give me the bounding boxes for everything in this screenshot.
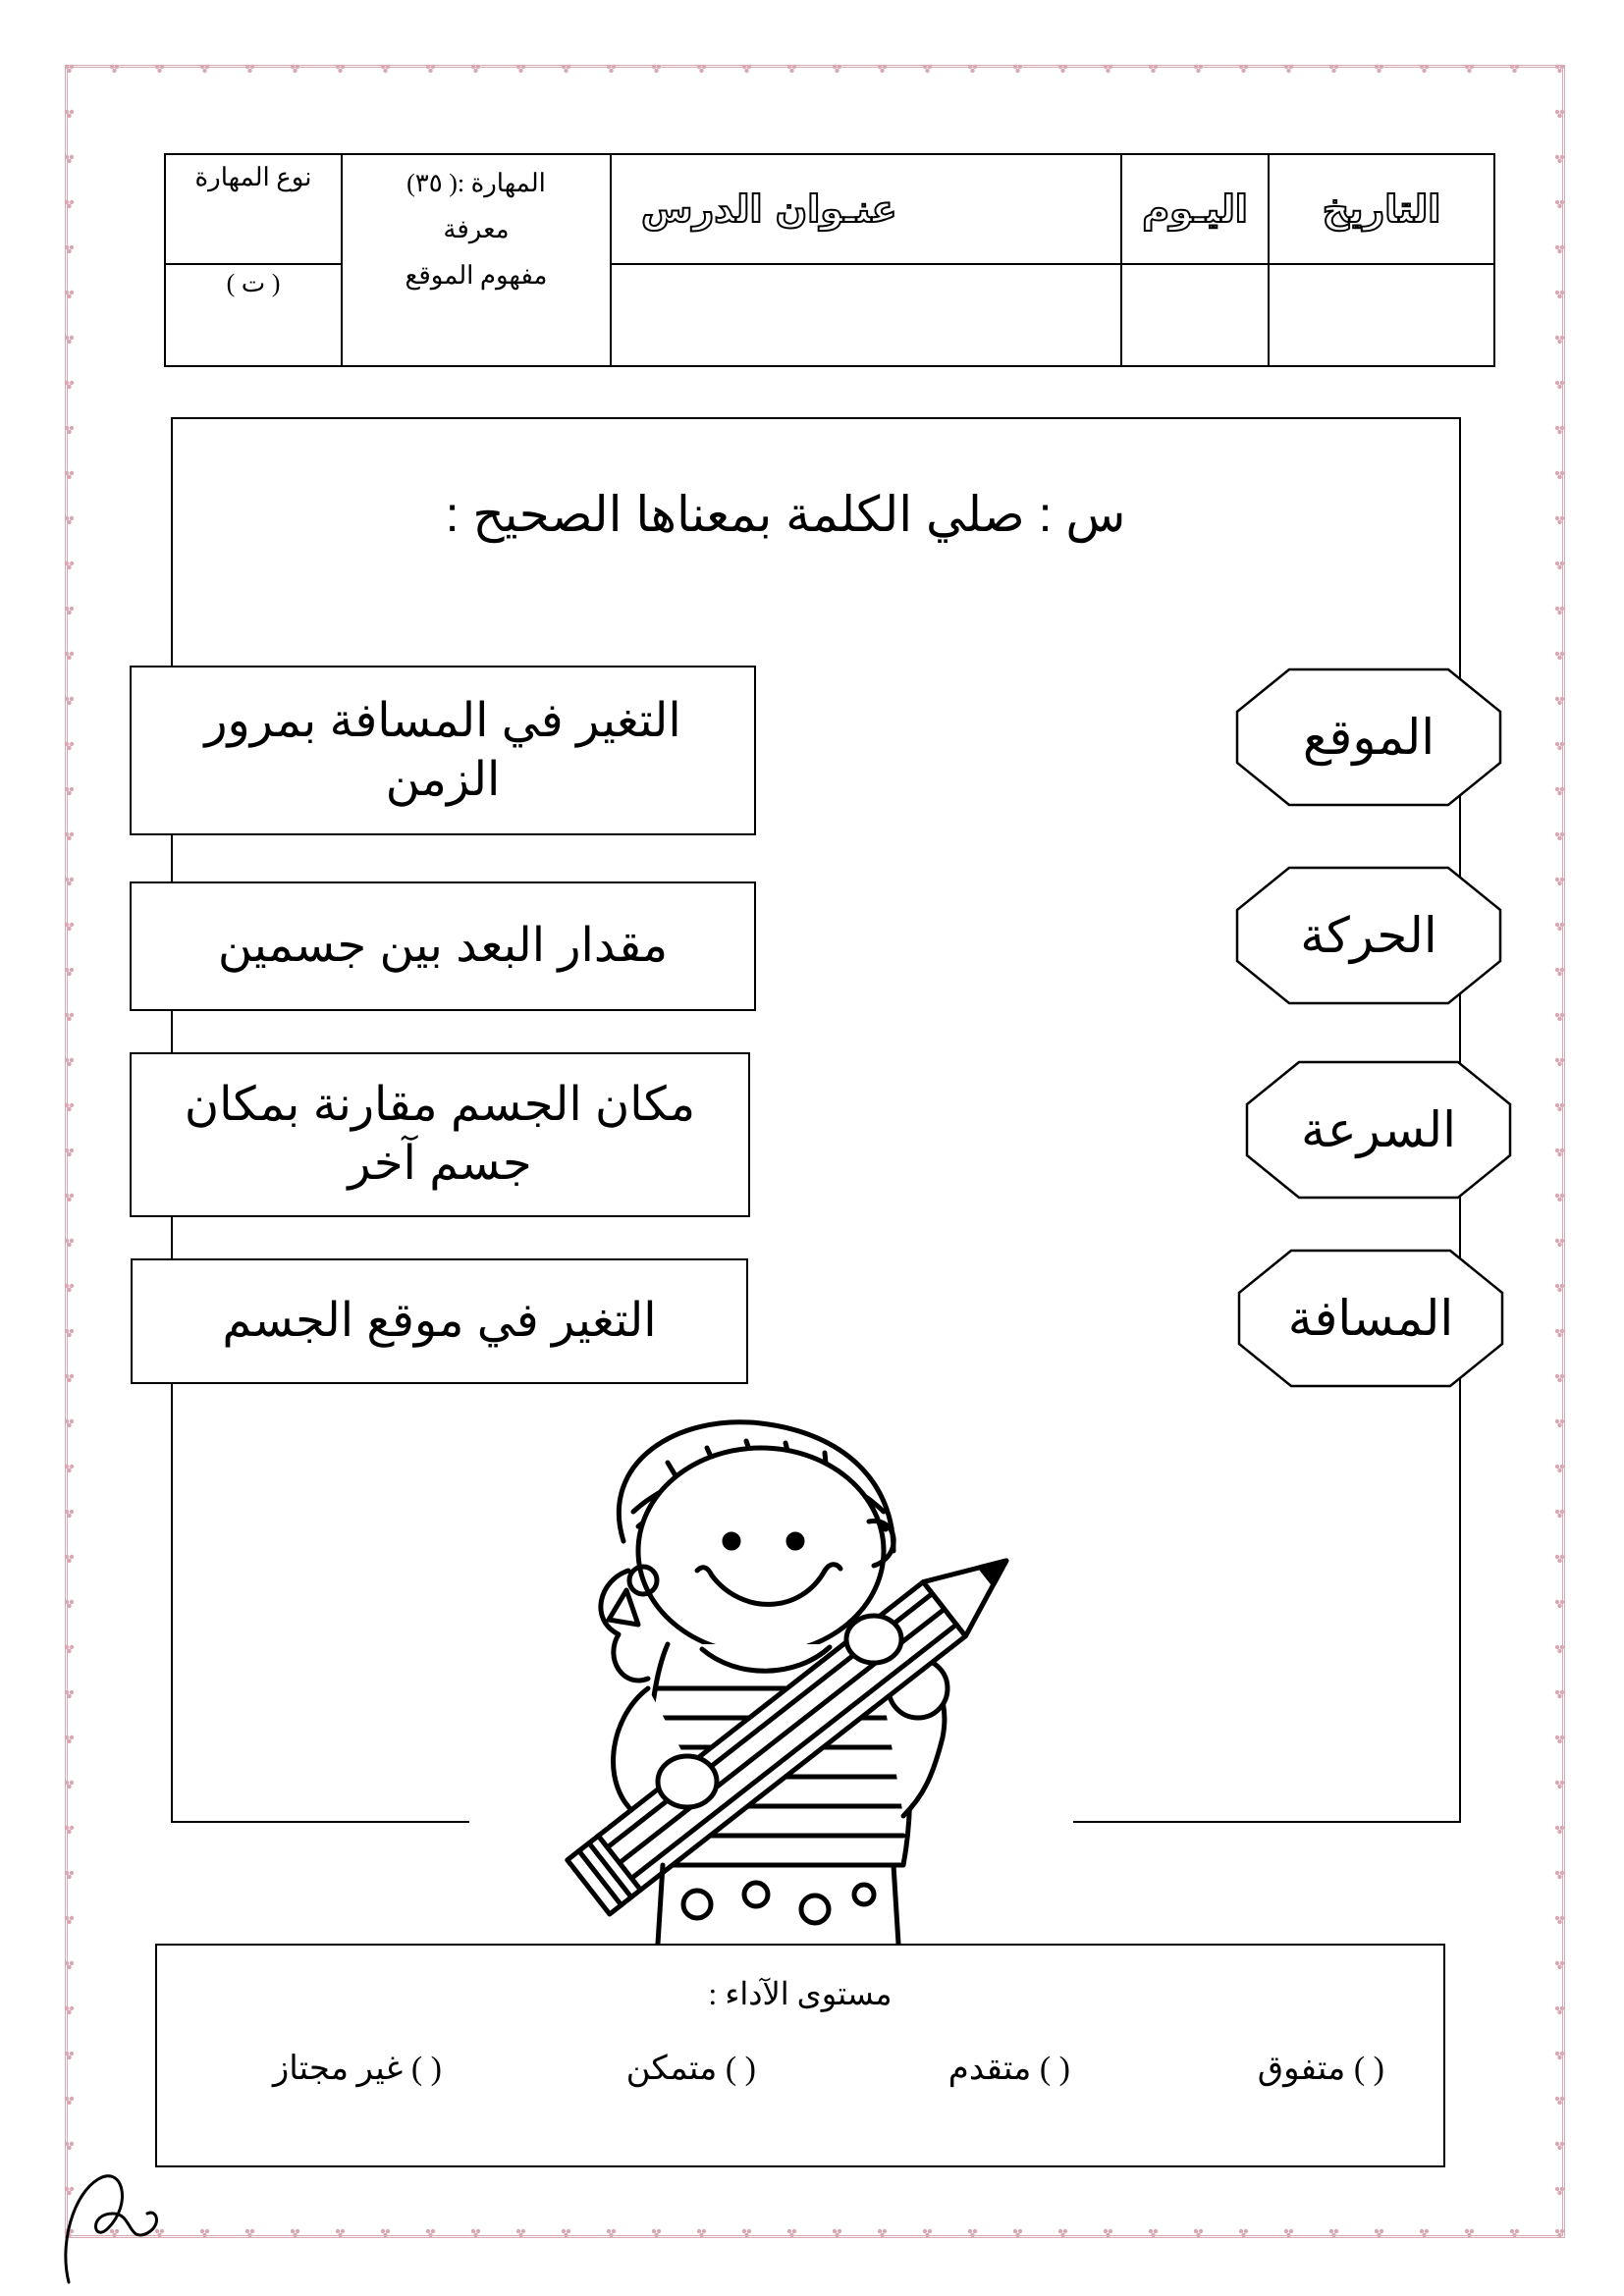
- border-flower-dot: [1555, 787, 1564, 795]
- border-flower-dot: [65, 1148, 74, 1156]
- border-flower-dot: [1555, 1148, 1564, 1156]
- border-flower-dot: [1555, 2142, 1564, 2150]
- border-flower-dot: [65, 832, 74, 840]
- border-flower-dot: [1058, 65, 1067, 73]
- border-flower-dot: [1555, 2006, 1564, 2014]
- day-field[interactable]: [1121, 264, 1269, 366]
- skill-category: معرفة: [443, 214, 510, 243]
- border-flower-dot: [1555, 968, 1564, 976]
- border-flower-dot: [65, 65, 74, 73]
- border-flower-dot: [1284, 2229, 1293, 2237]
- term-octagon-1[interactable]: [1235, 667, 1502, 807]
- border-flower-dot: [1555, 1871, 1564, 1879]
- border-flower-dot: [1555, 1600, 1564, 1608]
- border-flower-dot: [65, 878, 74, 885]
- border-flower-dot: [65, 787, 74, 795]
- term-text-1: الموقع: [1302, 710, 1435, 765]
- definition-text-1: التغير في المسافة بمرور الزمن: [204, 694, 681, 806]
- border-flower-dot: [65, 1735, 74, 1743]
- border-flower-dot: [65, 1690, 74, 1698]
- day-label: اليـوم: [1142, 187, 1248, 231]
- border-flower-dot: [1104, 65, 1112, 73]
- border-flower-dot: [562, 2229, 570, 2237]
- border-flower-dot: [1555, 878, 1564, 885]
- border-flower-dot: [1555, 1013, 1564, 1021]
- border-flower-dot: [65, 1058, 74, 1066]
- border-flower-dot: [1555, 245, 1564, 253]
- border-flower-dot: [1555, 2229, 1564, 2237]
- border-flower-dot: [562, 65, 570, 73]
- border-flower-dot: [787, 65, 796, 73]
- border-flower-dot: [65, 923, 74, 931]
- border-flower-dot: [833, 65, 841, 73]
- lesson-header-cell: [611, 154, 1121, 264]
- skill-type-value: ( ت ): [226, 269, 281, 297]
- skill-type-header-cell: [165, 154, 342, 264]
- border-flower-dot: [336, 2229, 345, 2237]
- border-flower-dot: [1555, 65, 1564, 73]
- border-flower-dot: [336, 65, 345, 73]
- border-flower-dot: [65, 1645, 74, 1653]
- border-flower-dot: [1239, 65, 1248, 73]
- border-flower-dot: [1375, 2229, 1383, 2237]
- border-flower-dot: [1420, 65, 1429, 73]
- border-flower-dot: [65, 381, 74, 389]
- border-flower-dot: [1555, 291, 1564, 298]
- day-header-cell: [1121, 154, 1269, 264]
- border-flower-dot: [742, 65, 751, 73]
- performance-title: مستوى الآداء :: [708, 1976, 893, 2011]
- border-flower-dot: [291, 65, 299, 73]
- border-flower-dot: [652, 65, 661, 73]
- border-flower-dot: [1510, 65, 1519, 73]
- border-flower-dot: [1555, 110, 1564, 118]
- border-flower-dot: [65, 1826, 74, 1834]
- border-flower-dot: [1555, 516, 1564, 524]
- border-flower-dot: [1555, 471, 1564, 479]
- performance-box: [155, 1944, 1445, 2167]
- border-flower-dot: [65, 1555, 74, 1563]
- border-flower-dot: [65, 291, 74, 298]
- border-flower-dot: [516, 2229, 525, 2237]
- definition-text-4: التغير في موقع الجسم: [222, 1295, 657, 1347]
- border-flower-dot: [65, 471, 74, 479]
- term-text-4: المسافة: [1287, 1291, 1454, 1346]
- border-flower-dot: [516, 65, 525, 73]
- border-flower-dot: [607, 2229, 616, 2237]
- border-flower-dot: [65, 1781, 74, 1789]
- border-flower-dot: [426, 65, 435, 73]
- border-flower-dot: [65, 968, 74, 976]
- border-flower-dot: [65, 1239, 74, 1247]
- border-flower-dot: [65, 1013, 74, 1021]
- border-flower-dot: [1555, 1781, 1564, 1789]
- border-flower-dot: [742, 2229, 751, 2237]
- border-flower-dot: [1555, 2187, 1564, 2195]
- border-flower-dot: [1194, 2229, 1203, 2237]
- border-flower-dot: [1555, 1284, 1564, 1292]
- border-flower-dot: [65, 110, 74, 118]
- border-flower-dot: [65, 742, 74, 750]
- border-flower-dot: [878, 65, 887, 73]
- border-flower-dot: [652, 2229, 661, 2237]
- border-flower-dot: [426, 2229, 435, 2237]
- border-flower-dot: [471, 2229, 480, 2237]
- border-flower-dot: [65, 607, 74, 614]
- border-flower-dot: [291, 2229, 299, 2237]
- term-octagon-4[interactable]: [1237, 1249, 1504, 1388]
- border-flower-dot: [65, 1600, 74, 1608]
- border-flower-dot: [1555, 1058, 1564, 1066]
- border-flower-dot: [968, 65, 977, 73]
- border-flower-dot: [1555, 652, 1564, 660]
- border-flower-dot: [65, 1916, 74, 1924]
- date-field[interactable]: [1269, 264, 1494, 366]
- signature-scribble: [54, 2135, 172, 2292]
- border-flower-dot: [1329, 65, 1338, 73]
- lesson-title-label: عنـوان الدرس: [641, 187, 897, 231]
- border-flower-dot: [381, 65, 390, 73]
- border-flower-dot: [1555, 1194, 1564, 1201]
- border-flower-dot: [65, 561, 74, 569]
- header-table: [164, 153, 1495, 367]
- border-flower-dot: [1555, 1510, 1564, 1518]
- border-flower-dot: [1555, 1239, 1564, 1247]
- border-flower-dot: [65, 652, 74, 660]
- border-flower-dot: [1555, 336, 1564, 344]
- frame-bottom-left: [171, 1821, 469, 1823]
- date-header-cell: [1269, 154, 1494, 264]
- border-flower-dot: [1058, 2229, 1067, 2237]
- border-flower-dot: [1555, 1555, 1564, 1563]
- term-octagon-2[interactable]: [1235, 866, 1502, 1005]
- border-flower-dot: [1555, 2052, 1564, 2059]
- border-flower-dot: [878, 2229, 887, 2237]
- border-flower-dot: [1555, 1103, 1564, 1111]
- term-octagon-3[interactable]: [1245, 1060, 1512, 1200]
- border-flower-dot: [1555, 697, 1564, 705]
- option-not-passed[interactable]: ( ) غير مجتاز: [272, 2051, 442, 2087]
- border-flower-dot: [697, 2229, 706, 2237]
- border-flower-dot: [1555, 1916, 1564, 1924]
- border-flower-dot: [1104, 2229, 1112, 2237]
- border-flower-dot: [1555, 1690, 1564, 1698]
- border-flower-dot: [381, 2229, 390, 2237]
- border-flower-dot: [65, 2097, 74, 2105]
- border-flower-dot: [1555, 1419, 1564, 1427]
- date-label: التاريخ: [1322, 187, 1441, 231]
- border-flower-dot: [607, 65, 616, 73]
- border-flower-dot: [65, 1374, 74, 1382]
- border-flower-dot: [1555, 1961, 1564, 1969]
- border-flower-dot: [923, 2229, 932, 2237]
- border-flower-dot: [1013, 2229, 1022, 2237]
- border-flower-dot: [110, 65, 119, 73]
- skill-type-value-cell: [165, 264, 342, 366]
- border-flower-dot: [65, 2052, 74, 2059]
- border-flower-dot: [1555, 2097, 1564, 2105]
- question-text: س : صلي الكلمة بمعناها الصحيح :: [445, 487, 1126, 542]
- definition-box-3[interactable]: [130, 1052, 750, 1217]
- border-flower-dot: [1555, 832, 1564, 840]
- definition-text-2: مقدار البعد بين جسمين: [217, 920, 669, 972]
- border-flower-dot: [65, 336, 74, 344]
- border-flower-dot: [1555, 923, 1564, 931]
- border-flower-dot: [1284, 65, 1293, 73]
- term-text-3: السرعة: [1301, 1102, 1456, 1157]
- skill-cell: [342, 154, 611, 366]
- border-flower-dot: [1149, 2229, 1158, 2237]
- border-flower-dot: [1375, 65, 1383, 73]
- border-flower-dot: [65, 1284, 74, 1292]
- border-flower-dot: [471, 65, 480, 73]
- border-flower-dot: [787, 2229, 796, 2237]
- border-flower-dot: [1465, 2229, 1474, 2237]
- border-flower-dot: [65, 200, 74, 208]
- border-flower-dot: [245, 2229, 254, 2237]
- term-text-2: الحركة: [1300, 908, 1437, 963]
- lesson-title-field[interactable]: [611, 264, 1121, 366]
- border-flower-dot: [65, 1961, 74, 1969]
- border-flower-dot: [1555, 200, 1564, 208]
- border-flower-dot: [1510, 2229, 1519, 2237]
- border-flower-dot: [1013, 65, 1022, 73]
- border-flower-dot: [65, 1465, 74, 1472]
- option-proficient[interactable]: ( ) متمكن: [625, 2051, 756, 2087]
- border-flower-dot: [1465, 65, 1474, 73]
- border-flower-dot: [65, 1419, 74, 1427]
- girl-with-pencil-illustration: [530, 1394, 1080, 1953]
- border-flower-dot: [1555, 561, 1564, 569]
- border-flower-dot: [245, 65, 254, 73]
- border-flower-dot: [65, 1329, 74, 1337]
- border-flower-dot: [65, 697, 74, 705]
- border-flower-dot: [1555, 1374, 1564, 1382]
- border-flower-dot: [65, 426, 74, 434]
- skill-name: مفهوم الموقع: [405, 260, 548, 290]
- border-flower-dot: [1555, 607, 1564, 614]
- border-flower-dot: [1149, 65, 1158, 73]
- skill-type-label: نوع المهارة: [194, 163, 312, 191]
- option-advanced[interactable]: ( ) متقدم: [947, 2051, 1070, 2087]
- border-flower-dot: [65, 245, 74, 253]
- border-flower-dot: [1420, 2229, 1429, 2237]
- border-flower-dot: [1555, 381, 1564, 389]
- definition-text-3: مكان الجسم مقارنة بمكان جسم آخر: [184, 1079, 696, 1190]
- border-flower-dot: [1555, 1826, 1564, 1834]
- border-flower-dot: [1329, 2229, 1338, 2237]
- border-flower-dot: [833, 2229, 841, 2237]
- border-flower-dot: [200, 65, 209, 73]
- definition-box-1[interactable]: [130, 666, 756, 835]
- definition-box-4[interactable]: [131, 1258, 748, 1384]
- border-flower-dot: [1555, 1329, 1564, 1337]
- border-flower-dot: [697, 65, 706, 73]
- border-flower-dot: [1555, 1465, 1564, 1472]
- border-flower-dot: [1555, 1645, 1564, 1653]
- definition-box-2[interactable]: [130, 881, 756, 1011]
- border-flower-dot: [1555, 1735, 1564, 1743]
- border-flower-dot: [65, 1103, 74, 1111]
- border-flower-dot: [1555, 155, 1564, 163]
- border-flower-dot: [155, 65, 164, 73]
- frame-bottom-right: [1073, 1821, 1461, 1823]
- border-flower-dot: [1194, 65, 1203, 73]
- border-flower-dot: [200, 2229, 209, 2237]
- border-flower-dot: [65, 1194, 74, 1201]
- border-flower-dot: [923, 65, 932, 73]
- border-flower-dot: [65, 155, 74, 163]
- border-flower-dot: [1555, 426, 1564, 434]
- border-flower-dot: [65, 1510, 74, 1518]
- option-excellent[interactable]: ( ) متفوق: [1257, 2051, 1384, 2087]
- border-flower-dot: [65, 516, 74, 524]
- skill-number: المهارة :( ٣٥): [406, 169, 546, 197]
- border-flower-dot: [968, 2229, 977, 2237]
- border-flower-dot: [1555, 742, 1564, 750]
- border-flower-dot: [65, 2006, 74, 2014]
- border-flower-dot: [1239, 2229, 1248, 2237]
- border-flower-dot: [65, 1871, 74, 1879]
